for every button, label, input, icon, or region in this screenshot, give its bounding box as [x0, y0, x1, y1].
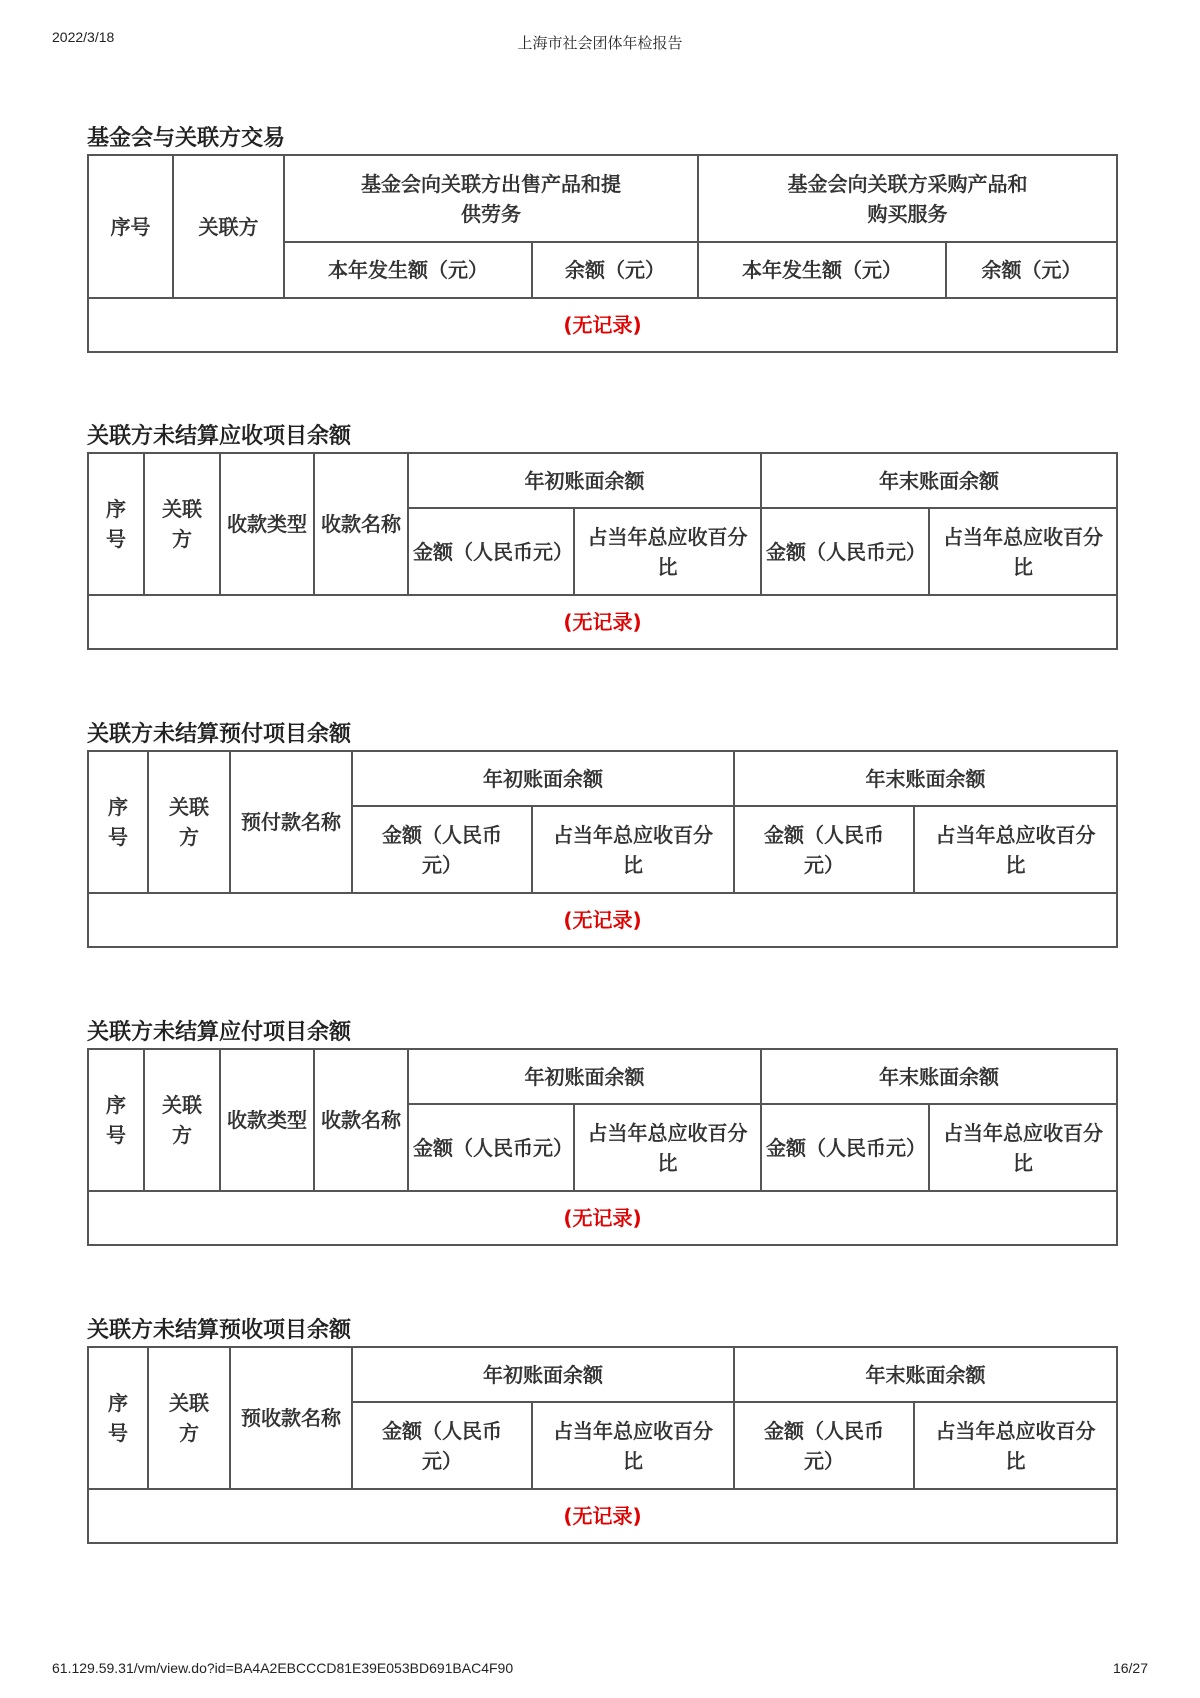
col-begin: 年初账面余额 — [408, 453, 761, 508]
col-end: 年末账面余额 — [761, 1049, 1117, 1104]
col-end: 年末账面余额 — [761, 453, 1117, 508]
col-sell: 基金会向关联方出售产品和提供劳务 — [284, 155, 698, 242]
col-name: 预付款名称 — [230, 751, 352, 893]
col-begin: 年初账面余额 — [352, 751, 734, 806]
col-end-pct: 占当年总应收百分比 — [929, 1104, 1117, 1191]
no-record-text: (无记录) — [88, 1191, 1117, 1245]
col-name: 收款名称 — [314, 453, 408, 595]
payables-table — [87, 1048, 1118, 1246]
col-end-pct: 占当年总应收百分比 — [929, 508, 1117, 595]
col-name: 预收款名称 — [230, 1347, 352, 1489]
col-party: 关联方 — [144, 453, 220, 595]
col-type: 收款类型 — [220, 453, 314, 595]
col-buy: 基金会向关联方采购产品和购买服务 — [698, 155, 1117, 242]
no-record-text: (无记录) — [88, 893, 1117, 947]
col-begin-pct: 占当年总应收百分比 — [574, 508, 761, 595]
col-end-rmb: 金额（人民币元） — [734, 806, 914, 893]
no-record-text: (无记录) — [88, 595, 1117, 649]
section-title: 关联方未结算应收项目余额 — [87, 424, 352, 449]
header-title: 上海市社会团体年检报告 — [517, 35, 683, 52]
col-begin-rmb: 金额（人民币元） — [352, 806, 532, 893]
col-sell-amount: 本年发生额（元） — [284, 242, 532, 298]
footer-url: 61.129.59.31/vm/view.do?id=BA4A2EBCCCD81E39E053BD691BAC4F90 — [52, 1660, 514, 1676]
col-seq: 序号 — [88, 1049, 144, 1191]
section-title: 关联方未结算应付项目余额 — [87, 1020, 352, 1045]
section-title: 关联方未结算预收项目余额 — [87, 1318, 352, 1343]
advances-received-table — [87, 1346, 1118, 1544]
section-advances-received — [87, 1316, 1116, 1544]
col-begin-pct: 占当年总应收百分比 — [574, 1104, 761, 1191]
col-end: 年末账面余额 — [734, 1347, 1117, 1402]
col-seq: 序号 — [88, 751, 148, 893]
col-begin: 年初账面余额 — [352, 1347, 734, 1402]
col-begin-rmb: 金额（人民币元） — [408, 1104, 574, 1191]
col-end-pct: 占当年总应收百分比 — [914, 1402, 1117, 1489]
no-record-text: (无记录) — [88, 298, 1117, 352]
col-begin: 年初账面余额 — [408, 1049, 761, 1104]
col-seq: 序号 — [88, 1347, 148, 1489]
col-seq: 序号 — [88, 155, 173, 298]
prepayments-table — [87, 750, 1118, 948]
col-party: 关联方 — [148, 751, 230, 893]
col-party: 关联方 — [148, 1347, 230, 1489]
no-record-text: (无记录) — [88, 1489, 1117, 1543]
col-begin-pct: 占当年总应收百分比 — [532, 806, 734, 893]
col-begin-rmb: 金额（人民币元） — [408, 508, 574, 595]
col-type: 收款类型 — [220, 1049, 314, 1191]
col-party: 关联方 — [144, 1049, 220, 1191]
section-title: 基金会与关联方交易 — [87, 126, 286, 151]
related-transactions-table — [87, 154, 1118, 353]
col-end-rmb: 金额（人民币元） — [761, 508, 929, 595]
section-prepayments — [87, 720, 1116, 948]
col-buy-balance: 余额（元） — [946, 242, 1117, 298]
section-title: 关联方未结算预付项目余额 — [87, 722, 352, 747]
col-seq: 序号 — [88, 453, 144, 595]
col-end: 年末账面余额 — [734, 751, 1117, 806]
col-end-rmb: 金额（人民币元） — [734, 1402, 914, 1489]
receivables-table — [87, 452, 1118, 650]
col-end-rmb: 金额（人民币元） — [761, 1104, 929, 1191]
col-party: 关联方 — [173, 155, 284, 298]
col-end-pct: 占当年总应收百分比 — [914, 806, 1117, 893]
col-buy-amount: 本年发生额（元） — [698, 242, 946, 298]
section-receivables — [87, 422, 1116, 650]
section-payables — [87, 1018, 1116, 1246]
col-begin-rmb: 金额（人民币元） — [352, 1402, 532, 1489]
col-sell-balance: 余额（元） — [532, 242, 698, 298]
col-name: 收款名称 — [314, 1049, 408, 1191]
col-begin-pct: 占当年总应收百分比 — [532, 1402, 734, 1489]
footer-page-number: 16/27 — [1112, 1660, 1148, 1676]
header-date: 2022/3/18 — [52, 29, 115, 45]
section-related-transactions — [87, 124, 1116, 353]
